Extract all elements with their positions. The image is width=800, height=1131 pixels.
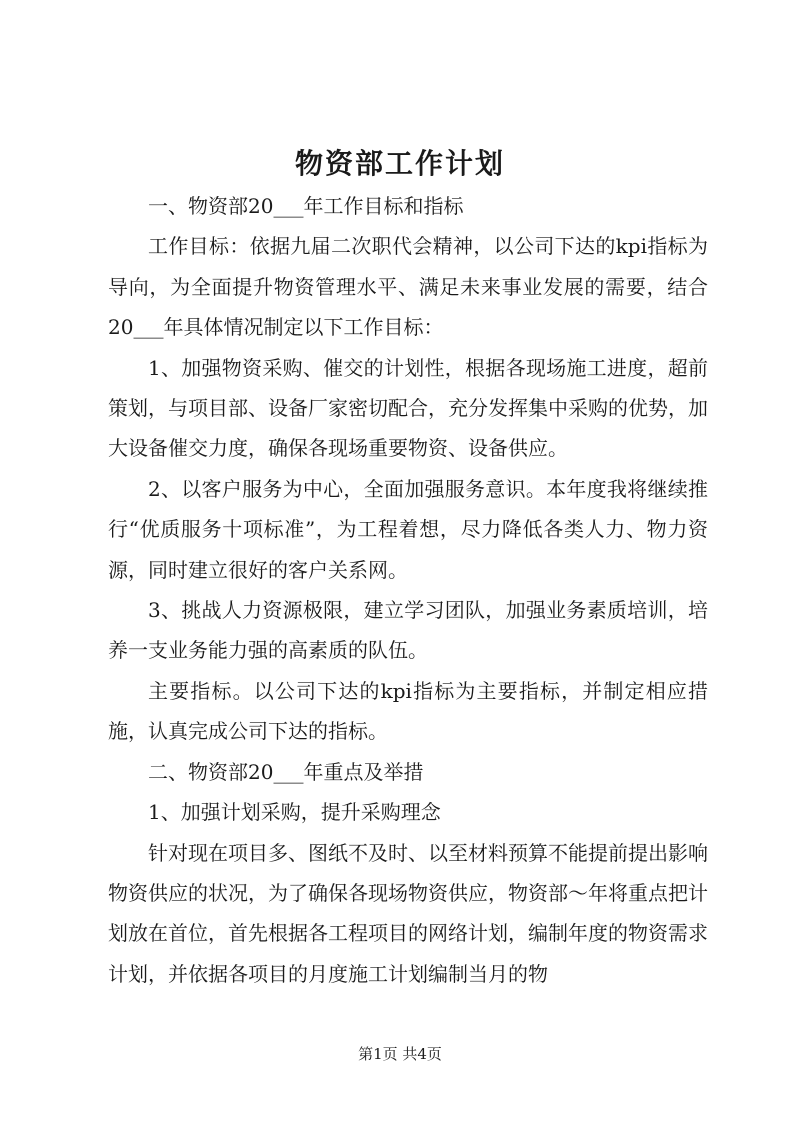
paragraph-item-3: 3、挑战人力资源极限，建立学习团队，加强业务素质培训，培养一支业务能力强的高素质的队伍。 xyxy=(108,598,708,663)
paragraph-main-indicators: 主要指标。以公司下达的kpi指标为主要指标，并制定相应措施，认真完成公司下达的指标。 xyxy=(108,678,708,744)
document-body xyxy=(108,186,708,994)
paragraph-procurement-detail: 针对现在项目多、图纸不及时、以至材料预算不能提前提出影响物资供应的状况，为了确保各现场物资供应，物资部～年将重点把计划放在首位，首先根据各工程项目的网络计划，编制年度的物资需求计划，并依据各项目的月度施工计划编制当月的物 xyxy=(108,840,708,986)
page-number: 第1页 共4页 xyxy=(358,1045,442,1063)
paragraph-item-1: 1、加强物资采购、催交的计划性，根据各现场施工进度，超前策划，与项目部、设备厂家密切配合，充分发挥集中采购的优势，加大设备催交力度，确保各现场重要物资、设备供应。 xyxy=(108,355,708,461)
section-heading-goals: 一、物资部20___年工作目标和指标 xyxy=(148,194,464,218)
document-title: 物资部工作计划 xyxy=(294,147,505,180)
section-heading-measures: 二、物资部20___年重点及举措 xyxy=(148,759,424,784)
paragraph-item-2: 2、以客户服务为中心，全面加强服务意识。本年度我将继续推行“优质服务十项标准”，为工程着想，尽力降低各类人力、物力资源，同时建立很好的客户关系网。 xyxy=(108,476,708,582)
subheading-planned-procurement: 1、加强计划采购，提升采购理念 xyxy=(148,800,441,825)
paragraph-work-goal: 工作目标：依据九届二次职代会精神，以公司下达的kpi指标为导向，为全面提升物资管理水平、满足未来事业发展的需要，结合20___年具体情况制定以下工作目标： xyxy=(108,234,708,340)
